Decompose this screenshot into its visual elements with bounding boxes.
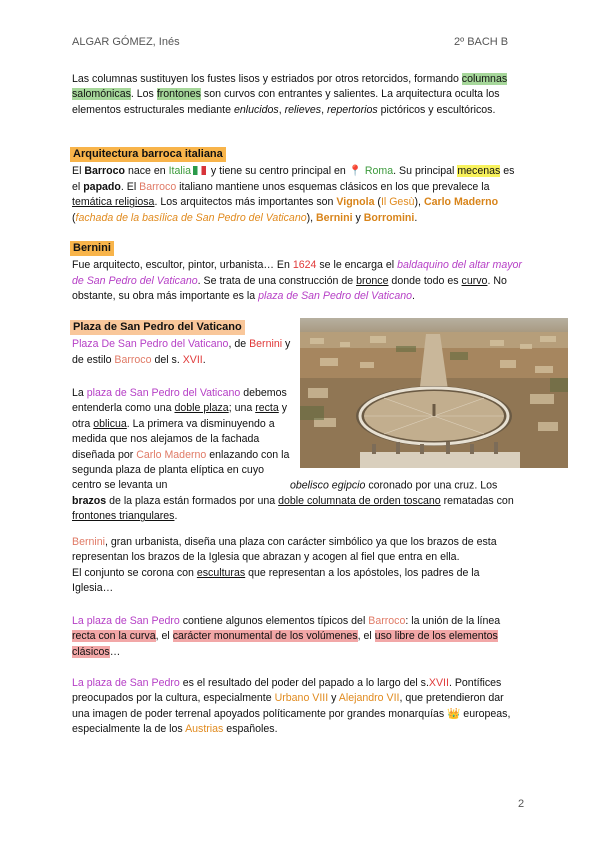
crown-icon: 👑: [447, 707, 461, 720]
bernini-urbanista-paragraph: Bernini, gran urbanista, diseña una plaza con carácter simbólico ya que los brazos de esta representan los brazos de la Iglesia que abrazan y acogen al fiel que entra en ella. El conjunto se corona con esculturas que representan a los apóstoles, los padres de la Iglesia…: [72, 536, 497, 595]
poder-papado-paragraph: La plaza de San Pedro es el resultado del poder del papado a lo largo del s.XVII. Pontífices preocupados por la cultura, especialmente Urbano VIII y Alejandro VII, que pretendieron dar una imagen de poder terrenal apoyados políticamente por grandes monarquías 👑 europeas, especialmente la de los Austrias españoles.: [72, 677, 511, 736]
section-arquitectura-barroca: Arquitectura barroca italiana El Barroco nace en Italia y tiene su centro principal en 📍 Roma. Su principal mecenas es el papado. El Barroco italiano mantiene unos esquemas clásicos en los que prevalece la temática religiosa. Los arquitectos más importantes son Vignola (Il Gesù), Carlo Maderno (fachada de la basílica de San Pedro del Vaticano), Bernini y Borromini.: [72, 148, 515, 224]
map-pin-icon: 📍: [348, 165, 362, 178]
section-title: Arquitectura barroca italiana: [70, 147, 226, 162]
intro-paragraph: Las columnas sustituyen los fustes lisos y estriados por otros retorcidos, formando columnas salomónicas. Los frontones son curvos con entrantes y salientes. La arquitectura oculta los elementos estructurales mediante enlucidos, relieves, repertorios pictóricos y escultóricos.: [72, 73, 508, 116]
italy-flag-icon: [193, 166, 206, 175]
section-title: Plaza de San Pedro del Vaticano: [70, 320, 245, 335]
section-title: Bernini: [70, 241, 114, 256]
header-course: 2º BACH B: [454, 36, 509, 48]
plaza-description-paragraph: La plaza de San Pedro del Vaticano debemos entenderla como una doble plaza; una recta y otra oblicua. La primera va disminuyendo a medida que nos alejamos de la fachada diseñada por Carlo Maderno enlazando con la segunda plaza de planta elíptica en cuyo centro se levanta un obelisco egipcio coronado por una cruz. Los brazos de la plaza están formados por una doble columnata de orden toscano rematadas con frontones triangulares.: [72, 387, 514, 523]
section-bernini: Bernini Fue arquitecto, escultor, pintor, urbanista… En 1624 se le encarga el baldaquino del altar mayor de San Pedro del Vaticano. Se trata de una construcción de bronce donde todo es curvo. No obstante, su obra más importante es la plaza de San Pedro del Vaticano.: [72, 242, 522, 303]
elementos-barroco-paragraph: La plaza de San Pedro contiene algunos elementos típicos del Barroco: la unión de la línea recta con la curva, el carácter monumental de los volúmenes, el uso libre de los elementos clásicos…: [72, 615, 501, 658]
header-author: ALGAR GÓMEZ, Inés: [72, 36, 180, 48]
section-plaza-san-pedro: Plaza de San Pedro del Vaticano Plaza De San Pedro del Vaticano, de Bernini y de estilo Barroco del s. XVII.: [72, 321, 291, 366]
page-number: 2: [518, 798, 525, 810]
